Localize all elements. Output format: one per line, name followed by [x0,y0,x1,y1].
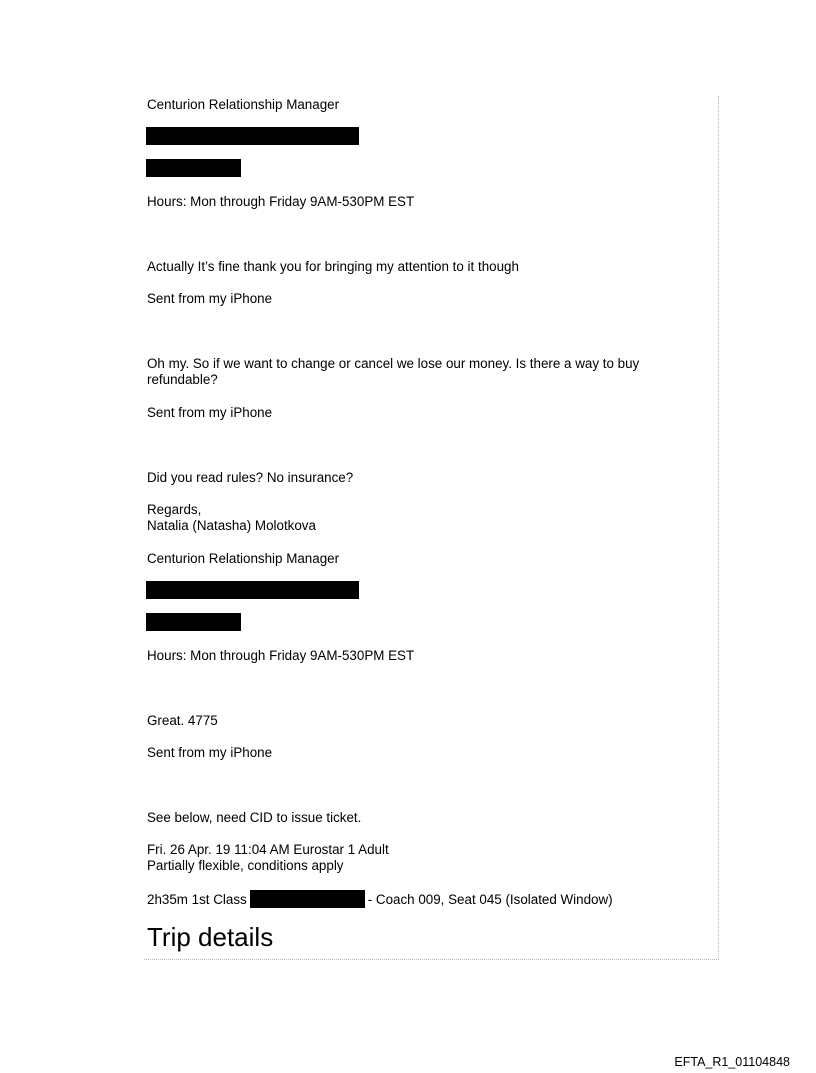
signature-name: Natalia (Natasha) Molotkova [147,518,316,533]
redacted-inline [250,890,365,908]
trip-class-line [147,890,613,908]
trip-class-suffix: - Coach 009, Seat 045 (Isolated Window) [367,892,613,907]
message-text: Did you read rules? No insurance? [147,470,354,485]
redacted-block [146,127,359,145]
message-text: refundable? [147,372,218,387]
sent-from-text: Sent from my iPhone [147,745,273,760]
regards-text: Regards, [147,502,202,517]
message-text: See below, need CID to issue ticket. [147,810,362,825]
hours-text: Hours: Mon through Friday 9AM-530PM EST [147,648,415,663]
signature-title: Centurion Relationship Manager [147,97,340,112]
message-text: Actually It’s fine thank you for bringing my attention to it though [147,259,519,274]
hours-text: Hours: Mon through Friday 9AM-530PM EST [147,194,415,209]
message-text: Oh my. So if we want to change or cancel we lose our money. Is there a way to buy [147,356,640,371]
trip-line: Fri. 26 Apr. 19 11:04 AM Eurostar 1 Adult [147,842,389,857]
redacted-block [146,159,241,177]
document-id: EFTA_R1_01104848 [674,1055,790,1069]
redacted-block [146,613,241,631]
trip-details-heading: Trip details [147,922,274,952]
trip-class-prefix: 2h35m 1st Class [147,892,247,907]
signature-title: Centurion Relationship Manager [147,551,340,566]
redacted-block [146,581,359,599]
sent-from-text: Sent from my iPhone [147,291,273,306]
trip-line: Partially flexible, conditions apply [147,858,344,873]
sent-from-text: Sent from my iPhone [147,405,273,420]
message-text: Great. 4775 [147,713,218,728]
